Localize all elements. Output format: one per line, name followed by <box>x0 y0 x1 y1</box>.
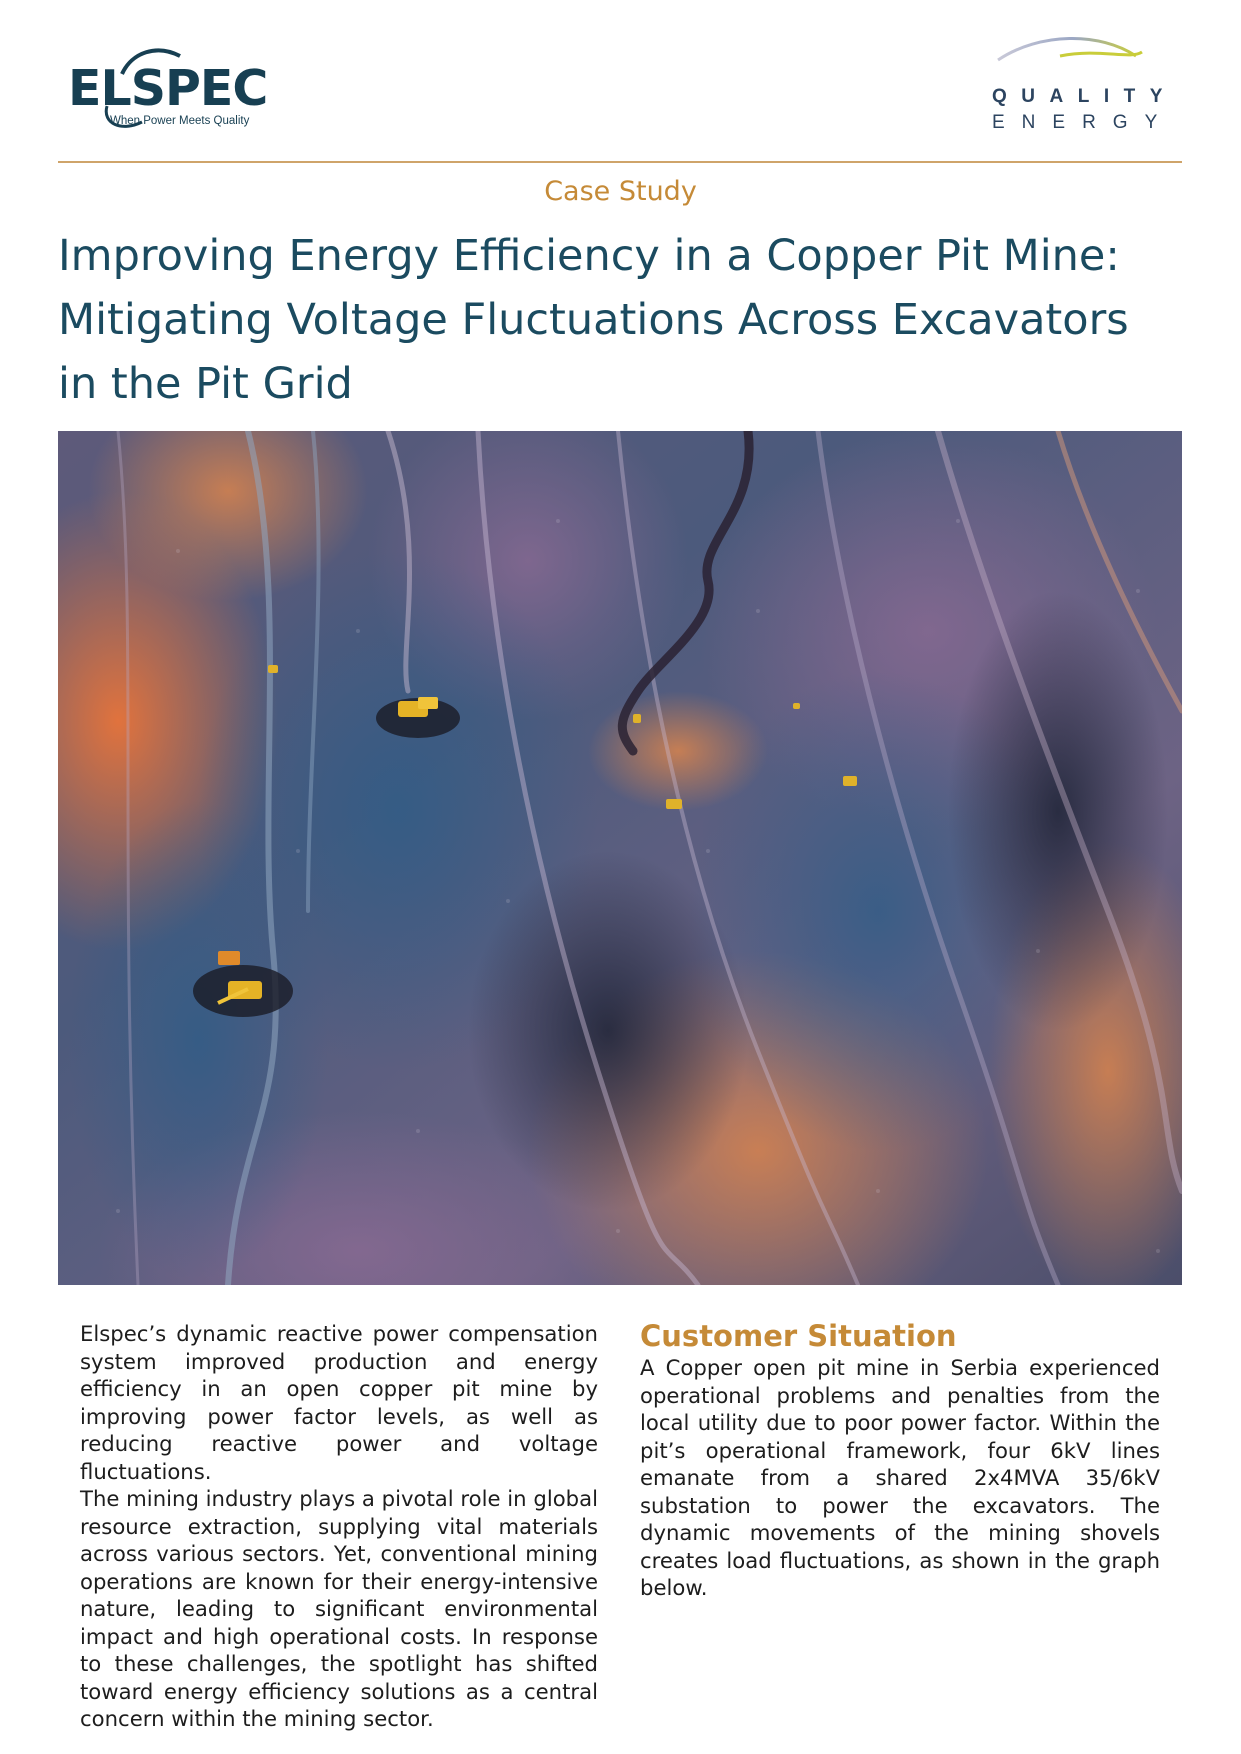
customer-situation-heading: Customer Situation <box>640 1319 957 1353</box>
hero-image <box>58 431 1182 1285</box>
header-divider <box>58 161 1182 163</box>
quality-text: QUALITY <box>992 86 1177 107</box>
title-line-3: in the Pit Grid <box>58 359 353 409</box>
energy-text: ENERGY <box>992 112 1175 133</box>
page-title <box>58 224 1188 416</box>
elspec-tagline: When Power Meets Quality <box>110 115 250 127</box>
quality-energy-logo <box>990 34 1180 144</box>
intro-paragraph-1: Elspec’s dynamic reactive power compensation system improved production and energy efficiency in an open copper pit mine by improving power factor levels, as well as reducing reactive power and voltage fluctuations. <box>80 1321 598 1484</box>
title-line-1: Improving Energy Efficiency in a Copper Pit Mine: <box>58 231 1120 281</box>
quality-energy-arc-icon <box>990 34 1180 94</box>
customer-situation-section <box>640 1318 1160 1602</box>
title-line-2: Mitigating Voltage Fluctuations Across Excavators <box>58 295 1129 345</box>
elspec-wordmark: ELSPEC <box>68 60 268 117</box>
kicker-label: Case Study <box>544 176 697 207</box>
elspec-logo <box>62 44 268 134</box>
intro-paragraph-2: The mining industry plays a pivotal role in global resource extraction, supplying vital materials across various sectors. Yet, conventional mining operations are known for their energy-intensive nature, leading to significant environmental impact and high operational costs. In response to these challenges, the spotlight has shifted toward energy efficiency solutions as a central concern within the mining sector. <box>80 1486 598 1731</box>
customer-situation-body: A Copper open pit mine in Serbia experienced operational problems and penalties from the local utility due to poor power factor. Within the pit’s operational framework, four 6kV lines emanate from a shared 2x4MVA 35/6kV substation to power the excavators. The dynamic movements of the mining shovels creates load fluctuations, as shown in the graph below. <box>640 1355 1160 1600</box>
intro-column <box>80 1320 598 1733</box>
aerial-open-pit-mine-photo <box>58 431 1182 1285</box>
